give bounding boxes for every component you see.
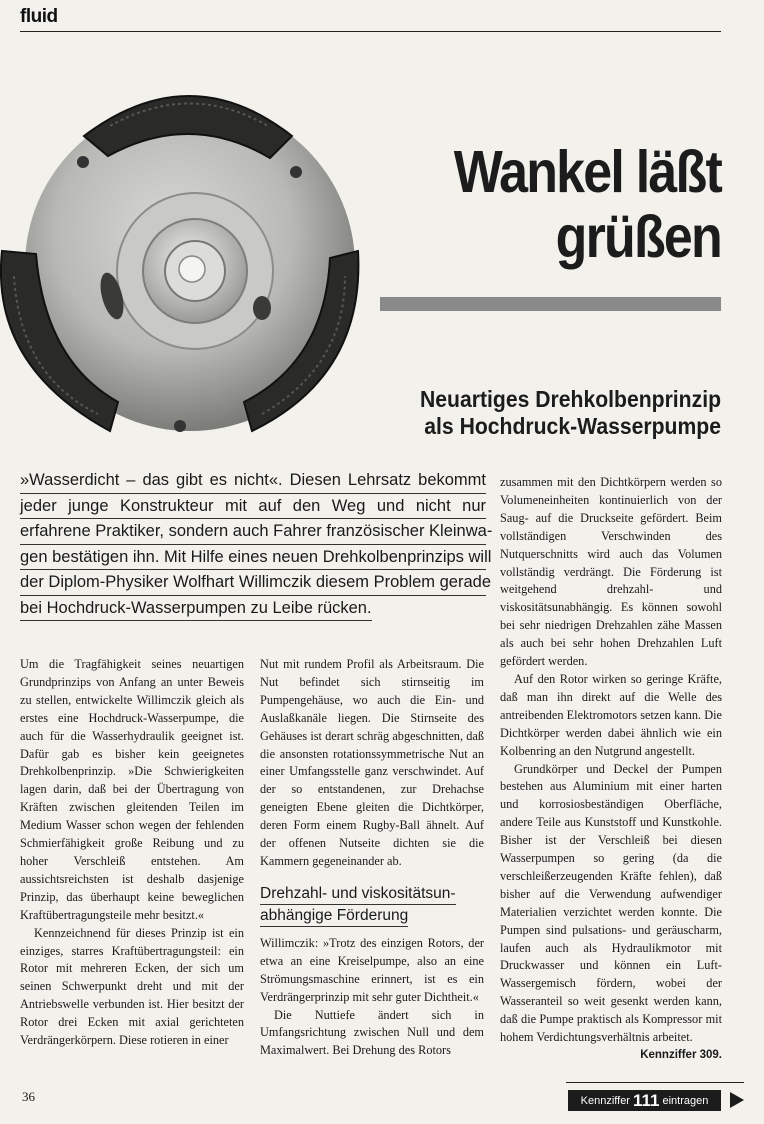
article-subtitle: [371, 386, 721, 440]
footer-rule: [566, 1082, 744, 1083]
magazine-brand: fluid: [20, 6, 58, 27]
kennziffer-box-number: 111: [632, 1090, 660, 1110]
arrow-right-icon: [730, 1092, 744, 1108]
lead-line: bei Hochdruck-Wasserpumpen zu Leibe rücken.: [20, 596, 372, 622]
article-title: [431, 140, 721, 270]
rotor-photo: [0, 76, 380, 446]
body-paragraph: Willimczik: »Trotz des einzigen Rotors, der etwa an eine Kreiselpumpe, also an eine Strömungsmaschine erinnert, ist es ein Verdrängerprinzip mit sehr guter Dichtheit.«: [260, 935, 484, 1004]
subheading-line-1: Drehzahl- und viskositätsun-: [260, 883, 456, 905]
body-text: Grundkörper und Deckel der Pumpen bestehen aus Aluminium mit einer harten und korrosiosbeständigen Oberfläche, andere Teile aus Kunststoff und Kunstkohle. Bisher ist der Verschleiß bei diesen Wasserpumpen so gering (da die verschleißerzeugenden Kräfte fehlen), daß bisher auf die Verwendung aufwendiger Materialien verzichtet werden konnte. Die Pumpen sind pulsations- und geräuscharm, laufen auch als Hydraulikmotor mit Druckwasser und können ein Luft-Wassergemisch fördern, wobei der Wasseranteil so weit gesenkt werden kann, daß die Pumpe praktisch als Kompressor mit hohem Verdichtungsverhältnis arbeitet.: [500, 761, 722, 1045]
kennziffer-reference: Kennziffer 309.: [640, 1049, 722, 1061]
body-paragraph: zusammen mit den Dichtkörpern werden so Volumeneinheiten kontinuierlich von der Saug- auf die Druckseite gefördert. Beim vollständigen Verschwinden des Nutquerschnitts wird auch das Volumen vollständig verdrängt. Die Förderung ist weitgehend drehzahl- und viskositätsunabhängig. Es können sowohl bei sehr niedrigen Drehzahlen zähe Massen als auch bei sehr hohen Drehzahlen Luft gefördert werden.: [500, 475, 722, 669]
title-line-2: grüßen: [555, 204, 721, 270]
body-paragraph: Um die Tragfähigkeit seines neuartigen Grundprinzips von Anfang an unter Beweis zu stellen, entwickelte Willimczik gleich als erstes eine Hochdruck-Wasserpumpe, die auch für die Wasserhydraulik geeignet ist. Dafür gab es bisher kein geeignetes Drehkolbenprinzip. »Die Schwierigkeiten lagen darin, daß bei der Übertragung von Kräften zwischen gleitenden Teilen im Medium Wasser schon wegen der fehlenden Schmierfähigkeit große Reibung und zu hoher Verschleiß entstehen. Am aussichtsreichsten ist deshalb dasjenige Prinzip, das überhaupt keine beweglichen Kraftübertragungsteile mehr besitzt.«: [20, 657, 244, 922]
lead-paragraph: [20, 468, 493, 621]
body-column-3: [500, 474, 722, 1065]
title-line-1: Wankel läßt: [453, 139, 721, 205]
subtitle-line-2: als Hochdruck-Wasserpumpe: [424, 413, 721, 439]
lead-line: erfahrene Praktiker, sondern auch Fahrer französischer Kleinwa-: [20, 519, 486, 545]
page-number: 36: [22, 1089, 35, 1104]
section-subheading: [260, 883, 484, 927]
body-paragraph: Kennzeichnend für dieses Prinzip ist ein einziges, starres Kraftübertragungsteil: ein Rotor mit mehreren Ecken, der sich um seinen Schwerpunkt dreht und mit der Antriebswelle verbunden ist. Hier besitzt der Rotor drei Ecken mit axial gerichteten Verdrängerkörpern. Diese rotieren in einer: [20, 925, 244, 1048]
title-decoration-bar: [380, 297, 721, 311]
header-rule: [20, 31, 721, 32]
body-paragraph: Die Nuttiefe ändert sich in Umfangsrichtung zwischen Null und dem Maximalwert. Bei Drehung des Rotors: [260, 1007, 484, 1058]
kennziffer-box-prefix: Kennziffer: [580, 1094, 630, 1107]
body-paragraph: Nut mit rundem Profil als Arbeitsraum. Die Nut befindet sich stirnseitig im Pumpengehäuse, wo auch die Ein- und Auslaßkanäle liegen. Die Stirnseite des Gehäuses ist derart schräg abgeschnitten, daß die ansonsten rotationssymmetrische Nut an einer Umfangsstelle ganz verschwindet. Auf der so entstandenen, zur Drehachse geneigten Ebene gleiten die Dichtkörper, deren Form einem Rugby-Ball ähnelt. Auf der offenen Nutseite dichten sie die Kammern gegeneinander ab.: [260, 657, 484, 868]
body-column-2: [260, 656, 484, 1060]
subheading-line-2: abhängige Förderung: [260, 905, 408, 927]
kennziffer-box: [568, 1090, 721, 1111]
body-paragraph: [500, 761, 722, 1061]
lead-line: gen bestätigen ihn. Mit Hilfe eines neuen Drehkolbenprinzips will: [20, 545, 486, 571]
body-column-1: [20, 656, 244, 1050]
lead-line: jeder junge Konstrukteur mit auf den Weg und nicht nur: [20, 494, 486, 520]
lead-line: »Wasserdicht – das gibt es nicht«. Diesen Lehrsatz bekommt: [20, 468, 486, 494]
body-paragraph: Auf den Rotor wirken so geringe Kräfte, daß man ihn direkt auf die Welle des antreibenden Elektromotors setzen kann. Die Dichtkörper werden dabei ähnlich wie ein Kolbenring an den Nutgrund angestellt.: [500, 671, 722, 758]
lead-line: der Diplom-Physiker Wolfhart Willimczik diesem Problem gerade: [20, 570, 486, 596]
kennziffer-box-suffix: eintragen: [662, 1094, 709, 1107]
subtitle-line-1: Neuartiges Drehkolbenprinzip: [420, 386, 721, 412]
